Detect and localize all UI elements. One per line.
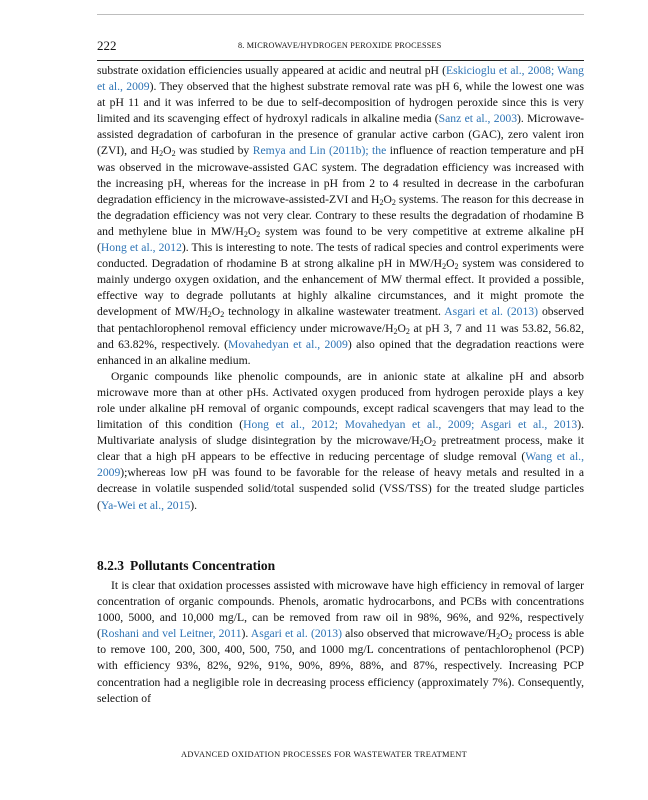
page-number: 222 [97,38,117,53]
citation-link[interactable]: Hong et al., 2012; Movahedyan et al., 2009; Asgari et al., 2013 [243,418,578,432]
header-rule-bottom [97,60,584,61]
section-heading [97,558,275,574]
body-text-lower [97,578,584,707]
citation-link[interactable]: Hong et al., 2012 [100,241,182,255]
citation-link[interactable]: Eskicioglu et al., 2008; Wang et al., 2009 [97,64,584,94]
citation-link[interactable]: Ya-Wei et al., 2015 [100,498,191,512]
paragraph-3: It is clear that oxidation processes assisted with microwave have high efficiency in removal of larger concentration of organic compounds. Phenols, aromatic hydrocarbons, and PCBs with concentrations 1000, 5000, and 10,000 mg/L, can be removed from raw oil in 98%, 96%, and 92%, respectively (Roshani and vel Leitner, 2011). Asgari et al. (2013) also observed that microwave/$H_2O_2$ process is able to remove 100, 200, 300, 400, 500, 750, and 1000 mg/L concentrations of pentachlorophenol (PCP) with efficiency 93%, 82%, 92%, 91%, 90%, 89%, 88%, and 87%, respectively. Increasing PCP concentration had a negligible role in decreasing process efficiency (approximately 7%). Consequently, selection of [97,579,584,705]
citation-link[interactable]: Roshani and vel Leitner, 2011 [100,627,242,641]
citation-link[interactable]: Wang et al., 2009 [97,450,584,480]
paragraph-1: substrate oxidation efficiencies usually appeared at acidic and neutral pH (Eskicioglu et al., 2008; Wang et al., 2009). They observed that the highest substrate removal rate was pH 6, while the lowest one was at pH 11 and it was inferred to be due to self-decomposition of hydrogen peroxide since this is very limited and its scavenging effect of hydroxyl radicals in alkaline media (Sanz et al., 2003). Microwave-assisted degradation of carbofuran in the presence of granular active carbon (GAC), zero valent iron (ZVI), and $H_2O_2$ was studied by Remya and Lin (2011b); the influence of reaction temperature and pH was observed in the microwave-assisted GAC system. The degradation efficiency was increased with the increasing pH, whereas for the increase in pH from 2 to 4 resulted in decrease in the carbofuran degradation efficiency in the microwave-assisted-ZVI and $H_2O_2$ systems. The reason for this decrease in the degradation efficiency was not very clear. Contrary to these results the degradation of rhodamine B and methylene blue in $MW/H_2O_2$ system was found to be very competitive at extreme alkaline pH (Hong et al., 2012). This is interesting to note. The tests of radical species and control experiments were conducted. Degradation of rhodamine B at strong alkaline pH in $MW/H_2O_2$ system was considered to mainly undergo oxygen oxidation, and the enhancement of MW thermal effect. It provided a possible, effective way to degrade pollutants at highly alkaline circumstances, and it might promote the development of $MW/H_2O_2$ technology in alkaline wastewater treatment. Asgari et al. (2013) observed that pentachlorophenol removal efficiency under microwave/$H_2O_2$ at pH 3, 7 and 11 was 53.82, 56.82, and 63.82%, respectively. (Movahedyan et al., 2009) also opined that the degradation reactions were enhanced in an alkaline medium. [97,64,585,367]
page-footer: ADVANCED OXIDATION PROCESSES FOR WASTEWATER TREATMENT [180,750,467,759]
citation-link[interactable]: Sanz et al., 2003 [438,112,518,126]
citation-link[interactable]: Movahedyan et al., 2009 [228,337,348,351]
citation-link[interactable]: Remya and Lin (2011b); the [252,144,387,158]
section-number: 8.2.3 [97,558,124,573]
paragraph-2: Organic compounds like phenolic compounds, are in anionic state at alkaline pH and absorb microwave more than at other pHs. Activated oxygen produced from hydrogen peroxide plays a key role under alkaline pH removal of organic compounds, except radical scavengers that may lead to the limitation of this condition (Hong et al., 2012; Movahedyan et al., 2009; Asgari et al., 2013). Multivariate analysis of sludge disintegration by the microwave/$H_2O_2$ pretreatment process, make it clear that a high pH appears to be effective in reducing percentage of sludge removal (Wang et al., 2009);whereas low pH was found to be favorable for the release of heavy metals and resulted in a decrease in volatile suspended solid/total suspended solid (VSS/TSS) for the treated sludge particles (Ya-Wei et al., 2015). [97,369,584,512]
section-title: Pollutants Concentration [130,558,276,573]
citation-link[interactable]: Asgari et al. (2013) [444,305,538,319]
body-text-upper [97,63,584,514]
citation-link[interactable]: Asgari et al. (2013) [250,627,342,641]
header-rule-top [97,14,584,15]
running-head: 8. MICROWAVE/HYDROGEN PEROXIDE PROCESSES [238,41,442,50]
